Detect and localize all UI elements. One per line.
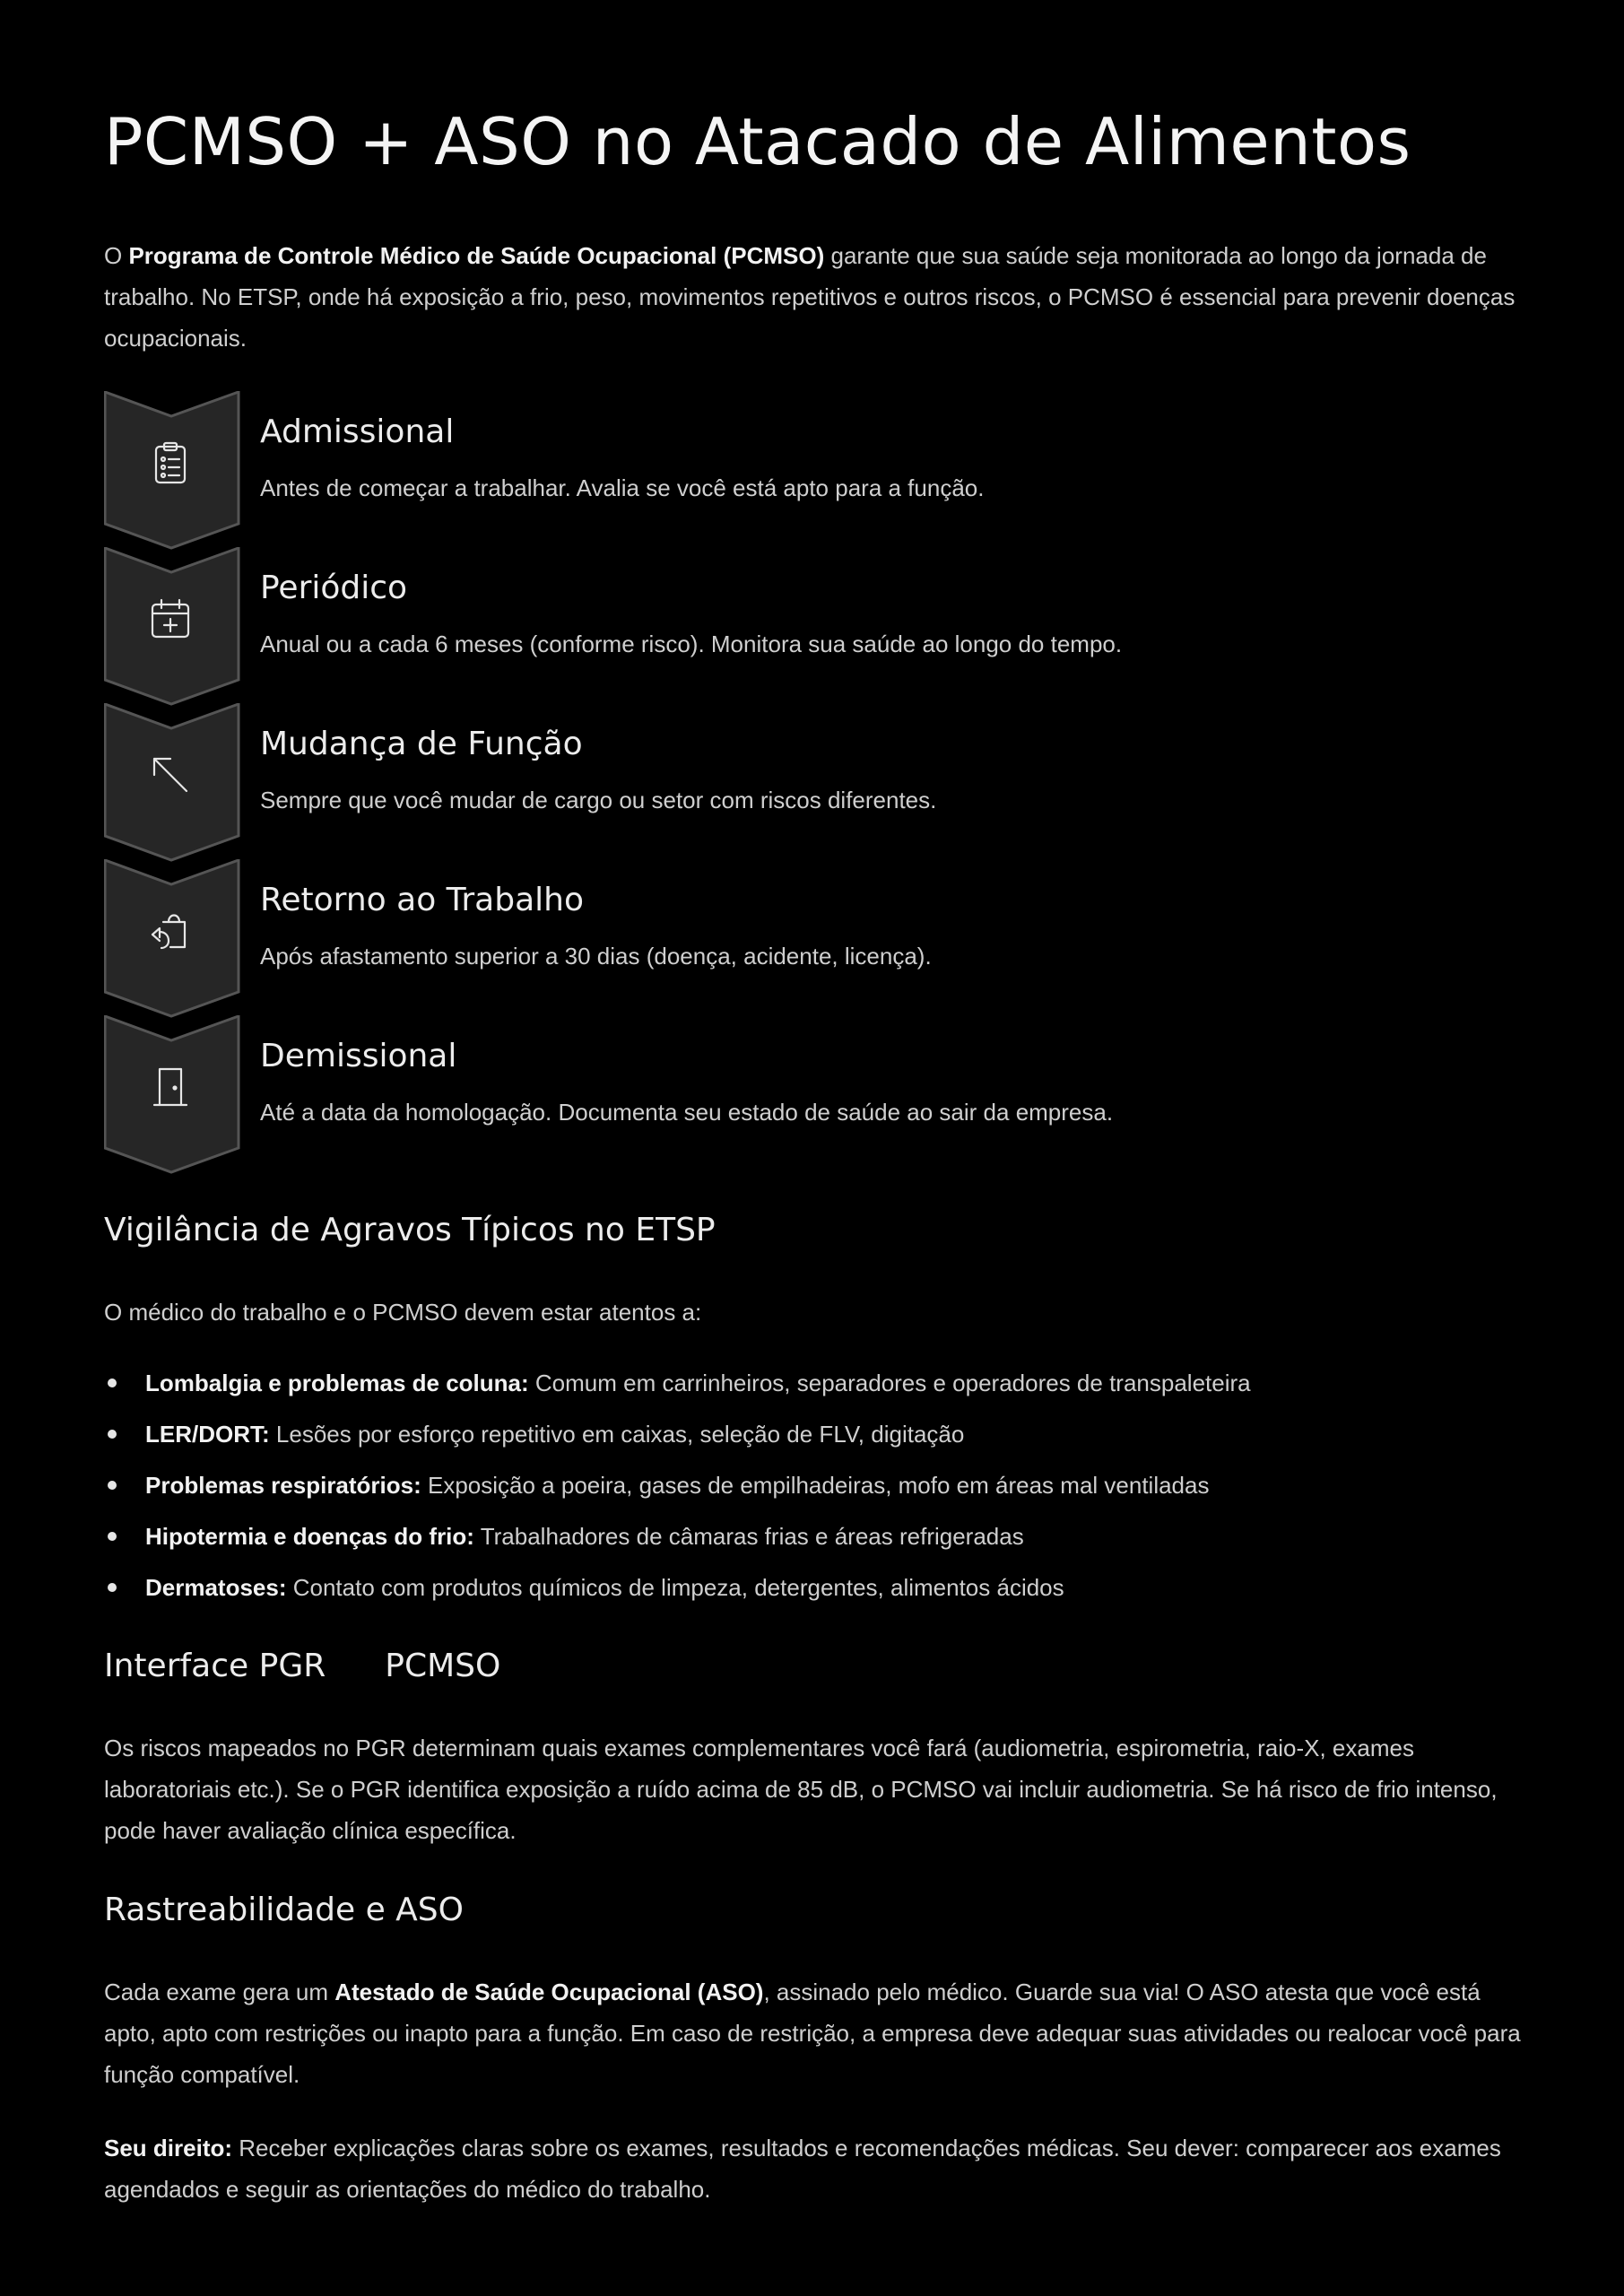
step-title: Admissional xyxy=(260,413,455,450)
shopping-bag-return-icon xyxy=(147,908,194,954)
risks-list xyxy=(104,1361,1521,1617)
list-item-label: LER/DORT: xyxy=(145,1421,270,1448)
list-item xyxy=(104,1515,1521,1566)
list-item-label: Hipotermia e doenças do frio: xyxy=(145,1523,474,1550)
intro-paragraph xyxy=(104,235,1521,359)
list-item-text: Lesões por esforço repetitivo em caixas, seleção de FLV, digitação xyxy=(269,1421,965,1448)
intro-bold: Programa de Controle Médico de Saúde Ocupacional (PCMSO) xyxy=(128,242,825,269)
list-item xyxy=(104,1413,1521,1464)
list-item-label: Dermatoses: xyxy=(145,1574,287,1601)
bullet xyxy=(108,1583,117,1592)
step-mudanca-funcao xyxy=(104,703,1521,857)
intro-suffix: garante que sua saúde seja monitorada ao longo da jornada de trabalho. No ETSP, onde há exposição a frio, peso, movimentos repetitivos e outros riscos, o PCMSO é essencial para prevenir doenças ocupacionais. xyxy=(104,242,1515,352)
step-description: Sempre que você mudar de cargo ou setor com riscos diferentes. xyxy=(260,787,937,813)
list-item-label: Lombalgia e problemas de coluna: xyxy=(145,1370,529,1396)
step-description: Anual ou a cada 6 meses (conforme risco). Monitora sua saúde ao longo do tempo. xyxy=(260,631,1123,657)
list-item xyxy=(104,1566,1521,1617)
list-item-text: Comum em carrinheiros, separadores e operadores de transpaleteira xyxy=(528,1370,1251,1396)
bullet xyxy=(108,1430,117,1439)
step-title: Retorno ao Trabalho xyxy=(260,882,584,918)
aso-suffix: , assinado pelo médico. Guarde sua via! O ASO atesta que você está apto, apto com restrições ou inapto para a função. Em caso de restrição, a empresa deve adequar suas atividades ou realocar você para função compatível. xyxy=(104,1979,1521,2088)
clipboard-list-icon xyxy=(147,439,194,486)
calendar-plus-icon xyxy=(147,596,194,642)
step-description: Antes de começar a trabalhar. Avalia se você está apto para a função. xyxy=(260,474,985,501)
step-description: Após afastamento superior a 30 dias (doença, acidente, licença). xyxy=(260,943,932,970)
step-title: Mudança de Função xyxy=(260,726,583,762)
step-title: Periódico xyxy=(260,570,408,606)
rastreabilidade-paragraph xyxy=(104,1971,1521,2095)
list-item-text: Trabalhadores de câmaras frias e áreas refrigeradas xyxy=(473,1523,1024,1550)
interface-paragraph: Os riscos mapeados no PGR determinam quais exames complementares você fará (audiometria, espirometria, raio-X, exames laboratoriais etc.). Se o PGR identifica exposição a ruído acima de 85 dB, o PCMSO vai incluir audiometria. Se há risco de frio intenso, pode haver avaliação clínica específica. xyxy=(104,1735,1498,1844)
list-item-text: Contato com produtos químicos de limpeza, detergentes, alimentos ácidos xyxy=(286,1574,1064,1601)
section-title-interface xyxy=(104,1647,500,1686)
rights-paragraph xyxy=(104,2127,1521,2210)
list-item-label: Problemas respiratórios: xyxy=(145,1472,421,1499)
list-item xyxy=(104,1361,1521,1413)
step-periodico xyxy=(104,547,1521,701)
step-title: Demissional xyxy=(260,1038,457,1074)
interface-title-right: PCMSO xyxy=(385,1648,501,1684)
bullet xyxy=(108,1481,117,1490)
page-title: PCMSO + ASO no Atacado de Alimentos xyxy=(104,104,1411,179)
section-title-vigilancia: Vigilância de Agravos Típicos no ETSP xyxy=(104,1212,716,1248)
aso-bold: Atestado de Saúde Ocupacional (ASO) xyxy=(334,1979,764,2005)
intro-prefix: O xyxy=(104,242,129,269)
step-retorno-trabalho xyxy=(104,859,1521,1013)
step-admissional xyxy=(104,391,1521,545)
list-item xyxy=(104,1464,1521,1515)
aso-prefix: Cada exame gera um xyxy=(104,1979,335,2005)
interface-title-left: Interface PGR xyxy=(104,1648,326,1684)
step-demissional xyxy=(104,1015,1521,1170)
rights-text: Receber explicações claras sobre os exames, resultados e recomendações médicas. Seu dever: comparecer aos exames agendados e seguir as orientações do médico do trabalho. xyxy=(104,2135,1501,2203)
section-title-rastreabilidade: Rastreabilidade e ASO xyxy=(104,1892,464,1928)
arrow-up-left-icon xyxy=(147,752,194,798)
bullet xyxy=(108,1378,117,1387)
list-item-text: Exposição a poeira, gases de empilhadeiras, mofo em áreas mal ventiladas xyxy=(421,1472,1210,1499)
step-description: Até a data da homologação. Documenta seu estado de saúde ao sair da empresa. xyxy=(260,1099,1114,1126)
bullet xyxy=(108,1532,117,1541)
door-icon xyxy=(147,1064,194,1110)
vigilancia-intro: O médico do trabalho e o PCMSO devem estar atentos a: xyxy=(104,1299,702,1326)
rights-label: Seu direito: xyxy=(104,2135,233,2161)
